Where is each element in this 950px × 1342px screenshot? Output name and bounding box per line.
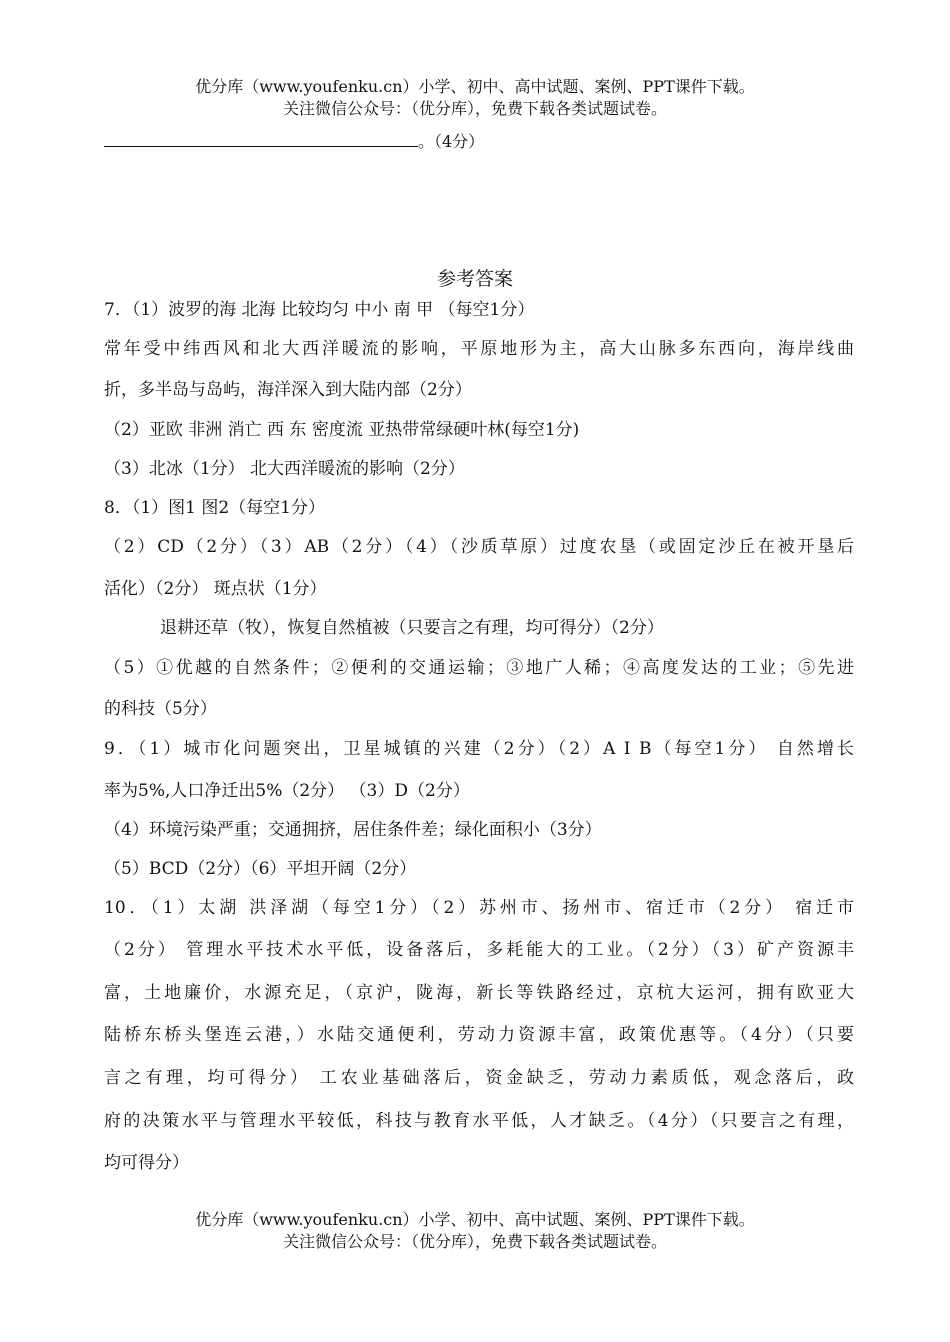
- answer-line-q9-1: 9．（1）城市化问题突出，卫星城镇的兴建（2分）（2）A I B（每空1分） 自然增长: [104, 739, 854, 759]
- answer-line-q9-2: 率为5%,人口净迁出5%（2分） （3）D（2分）: [104, 781, 470, 801]
- answer-line-q7-2: 常年受中纬西风和北大西洋暖流的影响，平原地形为主，高大山脉多东西向，海岸线曲: [104, 339, 854, 359]
- answer-line-q10-2: （2分） 管理水平技术水平低，设备落后，多耗能大的工业。（2分）（3）矿产资源丰: [104, 940, 854, 960]
- header-line-2: 关注微信公众号：（优分库），免费下载各类试题试卷。: [282, 99, 667, 118]
- answer-line-q10-7: 均可得分）: [104, 1153, 189, 1173]
- answer-line-q9-3: （4）环境污染严重；交通拥挤，居住条件差；绿化面积小（3分）: [104, 820, 602, 840]
- answer-line-q10-6: 府的决策水平与管理水平较低，科技与教育水平低，人才缺乏。（4分）（只要言之有理，: [104, 1111, 854, 1131]
- footer-line-1: 优分库（www.youfenku.cn）小学、初中、高中试题、案例、PPT课件下载。: [195, 1210, 755, 1229]
- footer-line-2: 关注微信公众号：（优分库），免费下载各类试题试卷。: [282, 1232, 667, 1251]
- header-line-1: 优分库（www.youfenku.cn）小学、初中、高中试题、案例、PPT课件下载。: [195, 77, 755, 96]
- answer-line-q8-3: 活化）（2分） 斑点状（1分）: [104, 579, 327, 599]
- answer-line-q7-5: （3）北冰（1分） 北大西洋暖流的影响（2分）: [104, 459, 465, 479]
- answer-line-q8-2: （2）CD（2分）（3）AB（2分）（4）（沙质草原）过度农垦（或固定沙丘在被开垦后: [104, 537, 854, 557]
- answer-line-q10-3: 富，土地廉价，水源充足，（京沪，陇海，新长等铁路经过，京杭大运河，拥有欧亚大: [104, 983, 854, 1003]
- answer-line-q8-6: 的科技（5分）: [104, 699, 217, 719]
- answer-line-q10-5: 言之有理，均可得分） 工农业基础落后，资金缺乏，劳动力素质低，观念落后，政: [104, 1068, 854, 1088]
- answer-line-q7-1: 7．（1）波罗的海 北海 比较均匀 中小 南 甲 （每空1分）: [104, 300, 535, 320]
- answer-line-q10-1: 10．（1）太湖 洪泽湖（每空1分）（2）苏州市、扬州市、宿迁市（2分） 宿迁市: [104, 898, 854, 918]
- answer-line-q10-4: 陆桥东桥头堡连云港，）水陆交通便利，劳动力资源丰富，政策优惠等。（4分）（只要: [104, 1025, 854, 1045]
- answer-line-q7-4: （2）亚欧 非洲 消亡 西 东 密度流 亚热带常绿硬叶林(每空1分): [104, 420, 580, 440]
- answer-key-title: 参考答案: [436, 268, 513, 290]
- answer-line-q8-4: 退耕还草（牧），恢复自然植被（只要言之有理，均可得分）（2分）: [160, 618, 664, 638]
- answer-blank-line: [104, 128, 418, 147]
- answer-line-q8-5: （5）①优越的自然条件；②便利的交通运输；③地广人稀；④高度发达的工业；⑤先进: [104, 658, 854, 678]
- answer-line-q7-3: 折，多半岛与岛屿，海洋深入到大陆内部（2分）: [104, 380, 472, 400]
- answer-line-q9-4: （5）BCD（2分）（6）平坦开阔（2分）: [104, 859, 417, 879]
- answer-line-q8-1: 8．（1）图1 图2（每空1分）: [104, 498, 325, 518]
- answer-blank-score: 。（4分）: [418, 132, 485, 151]
- answer-blank-row: [104, 128, 484, 152]
